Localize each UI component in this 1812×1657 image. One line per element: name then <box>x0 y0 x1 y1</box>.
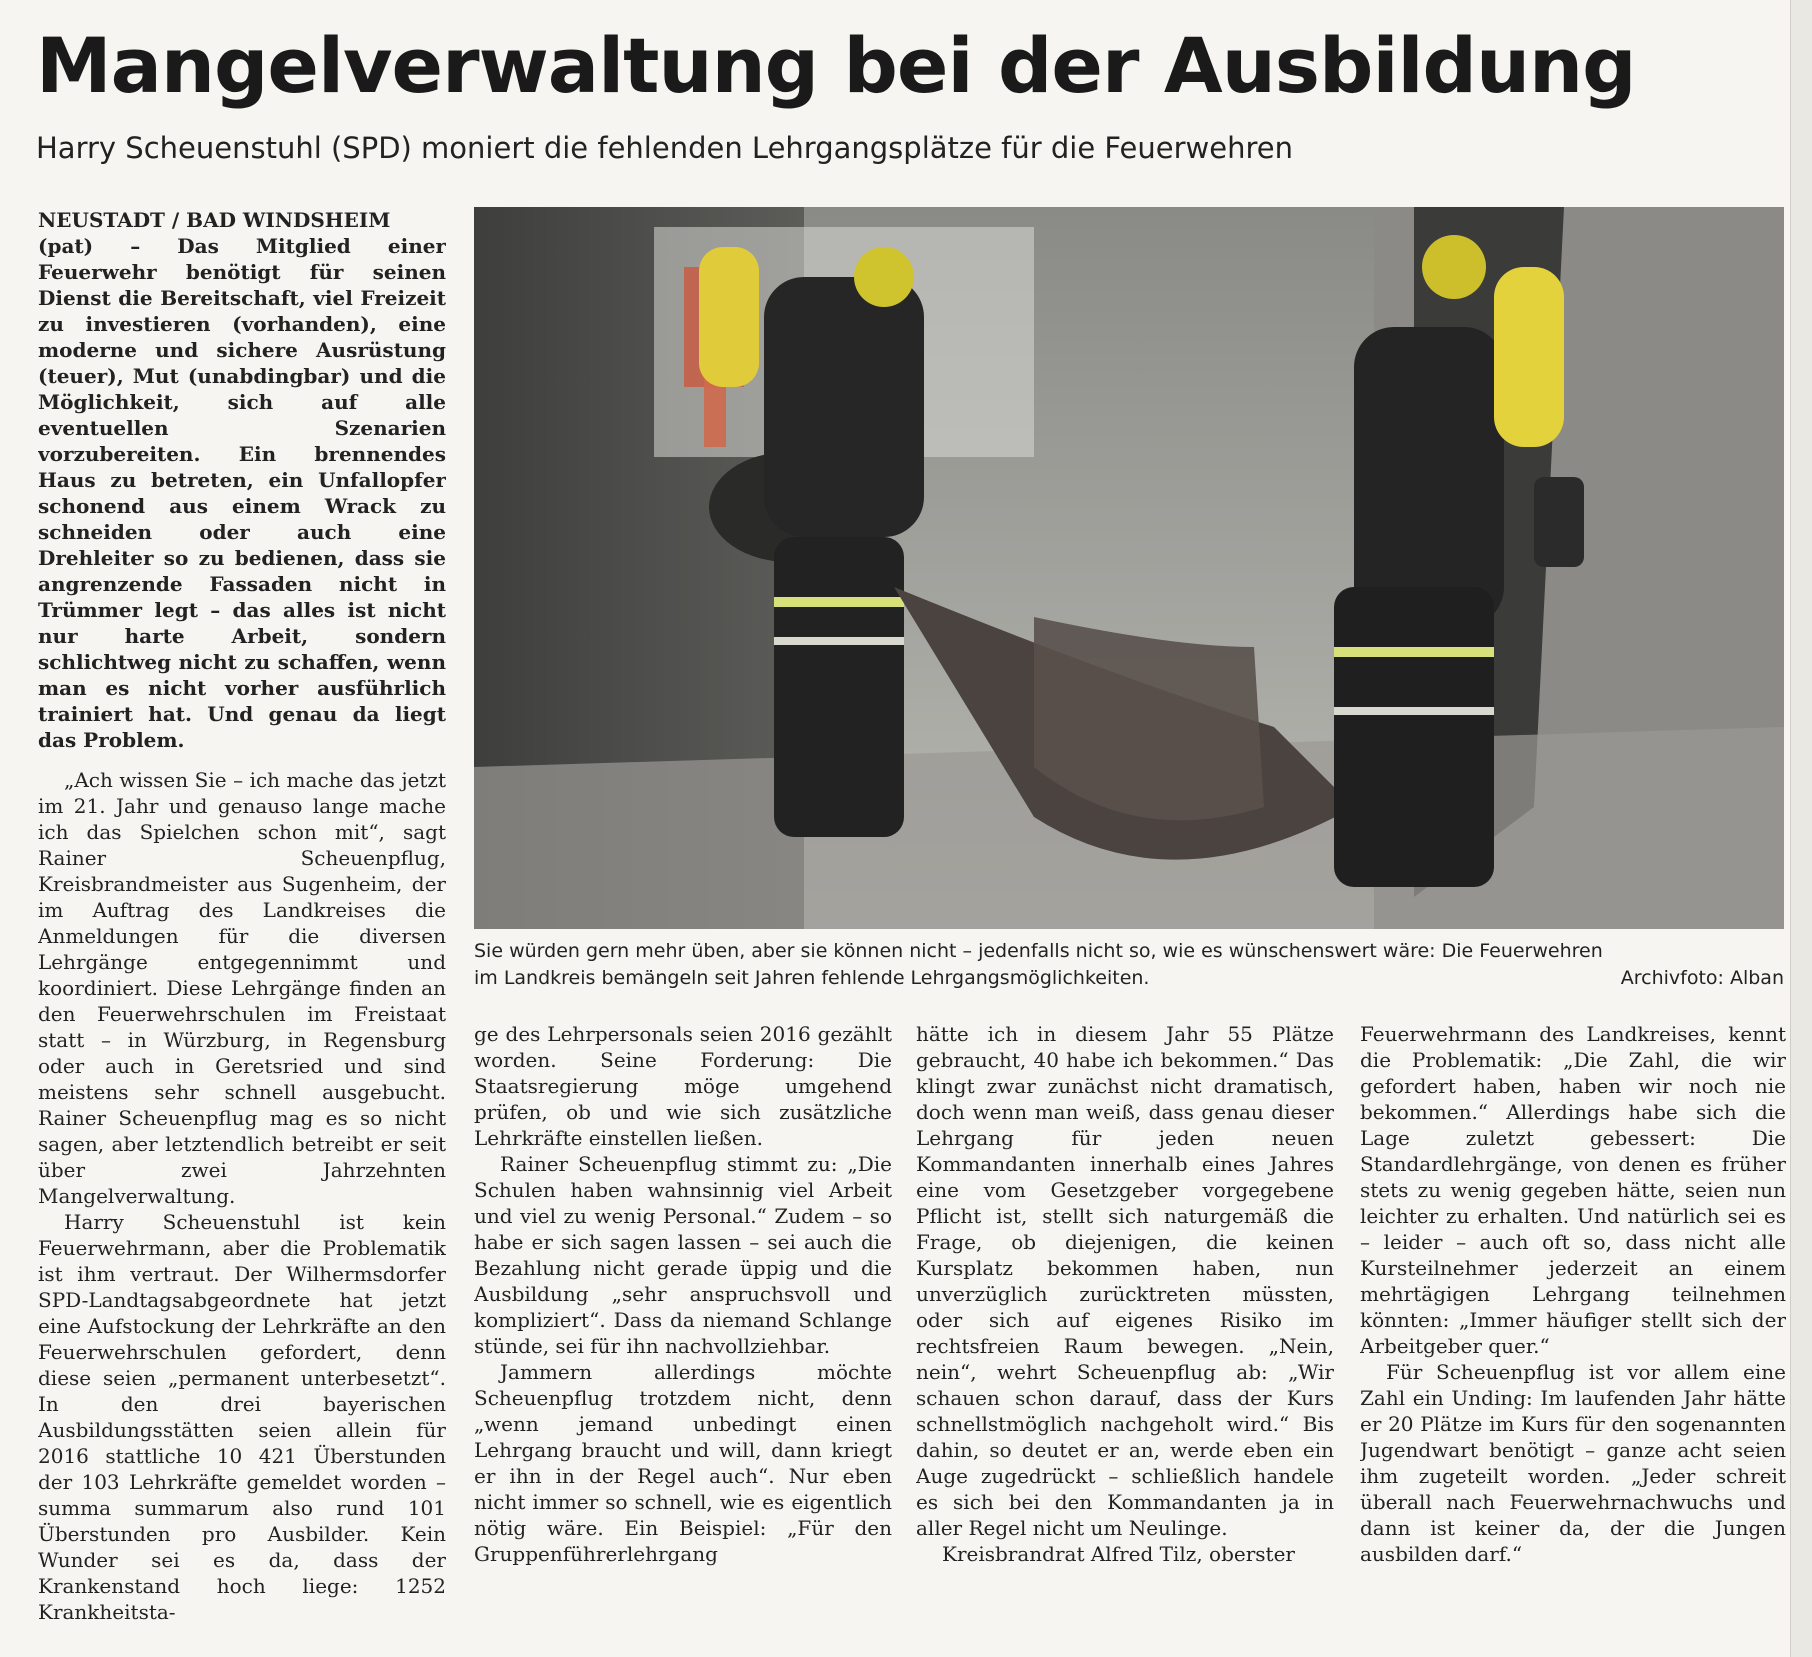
paragraph: Harry Scheuenstuhl ist kein Feuerwehrmann, aber die Problematik ist ihm vertraut. Der Wilhermsdorfer SPD-Landtagsabgeordnete hat jetzt eine Aufstockung der Lehrkräfte an den Feuerwehrschulen gefordert, denn diese seien „permanent unterbesetzt“. In den drei bayerischen Ausbildungsstätten seien allein für 2016 stattliche 10 421 Überstunden der 103 Lehrkräfte gemeldet worden – summa summarum also rund 101 Überstunden pro Ausbilder. Kein Wunder sei es da, dass der Krankenstand hoch liege: 1252 Krankheitsta- <box>38 1210 446 1624</box>
paragraph: „Ach wissen Sie – ich mache das jetzt im 21. Jahr und genauso lange mache ich das Spielchen schon mit“, sagt Rainer Scheuenpflug, Kreisbrandmeister aus Sugenheim, der im Auftrag des Landkreises die Anmeldungen für die diversen Lehrgänge entgegennimmt und koordiniert. Diese Lehrgänge finden an den Feuerwehrschulen im Freistaat statt – in Würzburg, in Regensburg oder auch in Geretsried und sind meistens sehr schnell ausgebucht. Rainer Scheuenpflug mag es so nicht sagen, aber letztendlich betreibt er seit über zwei Jahrzehnten Mangelverwaltung. <box>38 768 446 1208</box>
column-1 <box>38 207 446 1647</box>
dateline: NEUSTADT / BAD WINDSHEIM <box>38 208 391 232</box>
photo-caption <box>474 938 1784 992</box>
subheadline: Harry Scheuenstuhl (SPD) moniert die fehlenden Lehrgangsplätze für die Feuerwehren <box>36 131 1293 165</box>
firefighters-photo <box>474 207 1784 929</box>
article-photo <box>474 207 1784 929</box>
paragraph: ge des Lehrpersonals seien 2016 gezählt worden. Seine Forderung: Die Staatsregierung möge umgehend prüfen, ob und wie sich zusätzliche Lehrkräfte einstellen ließen. <box>474 1022 892 1150</box>
column-4 <box>1360 1021 1786 1647</box>
column-2 <box>474 1021 892 1647</box>
paragraph: hätte ich in diesem Jahr 55 Plätze gebraucht, 40 habe ich bekommen.“ Das klingt zwar zunächst nicht dramatisch, doch wenn man weiß, dass genau dieser Lehrgang für jeden neuen Kommandanten innerhalb eines Jahres eine vom Gesetzgeber vorgegebene Pflicht ist, stellt sich naturgemäß die Frage, ob diejenigen, die keinen Kursplatz bekommen haben, nun unverzüglich zurücktreten müssten, oder sich auf eigenes Risiko im rechtsfreien Raum bewegen. „Nein, nein“, wehrt Scheuenpflug ab: „Wir schauen schon darauf, dass der Kurs schnellstmöglich nachgeholt wird.“ Bis dahin, so deutet er an, werde eben ein Auge zugedrückt – schließlich handele es sich bei den Kommandanten ja in aller Regel nicht um Neulinge. <box>916 1022 1334 1540</box>
headline: Mangelverwaltung bei der Ausbildung <box>36 21 1636 110</box>
caption-line-2: im Landkreis bemängeln seit Jahren fehlende Lehrgangsmöglichkeiten. <box>474 967 1150 989</box>
lead-paragraph <box>38 207 446 753</box>
paragraph: Für Scheuenpflug ist vor allem eine Zahl ein Unding: Im laufenden Jahr hätte er 20 Plätze im Kurs für den sogenannten Jugendwart benötigt – ganze acht seien ihm zugeteilt worden. „Jeder schreit überall nach Feuerwehrnachwuchs und dann ist keiner da, der die Jungen ausbilden darf.“ <box>1360 1360 1786 1566</box>
paragraph: Jammern allerdings möchte Scheuenpflug trotzdem nicht, denn „wenn jemand unbedingt einen Lehrgang braucht und will, dann kriegt er ihn in der Regel auch“. Nur eben nicht immer so schnell, wie es eigentlich nötig wäre. Ein Beispiel: „Für den Gruppenführerlehrgang <box>474 1360 892 1566</box>
paragraph: Rainer Scheuenpflug stimmt zu: „Die Schulen haben wahnsinnig viel Arbeit und viel zu wenig Personal.“ Zudem – so habe er sich sagen lassen – sei auch die Bezahlung nicht gerade üppig und die Ausbildung „sehr anspruchsvoll und kompliziert“. Dass da niemand Schlange stünde, sei für ihn nachvollziehbar. <box>474 1152 892 1358</box>
caption-line-1: Sie würden gern mehr üben, aber sie können nicht – jedenfalls nicht so, wie es wünschenswert wäre: Die Feuerwehren <box>474 940 1603 962</box>
paragraph: Kreisbrandrat Alfred Tilz, oberster <box>942 1542 1295 1566</box>
column-3 <box>916 1021 1334 1647</box>
scan-edge <box>1790 0 1812 1657</box>
lead-text: (pat) – Das Mitglied einer Feuerwehr benötigt für seinen Dienst die Bereitschaft, viel Freizeit zu investieren (vorhanden), eine moderne und sichere Ausrüstung (teuer), Mut (unabdingbar) und die Möglichkeit, sich auf alle eventuellen Szenarien vorzubereiten. Ein brennendes Haus zu betreten, ein Unfallopfer schonend aus einem Wrack zu schneiden oder auch eine Drehleiter so zu bedienen, dass sie angrenzende Fassaden nicht in Trümmer legt – das alles ist nicht nur harte Arbeit, sondern schlichtweg nicht zu schaffen, wenn man es nicht vorher ausführlich trainiert hat. Und genau da liegt das Problem. <box>38 234 446 752</box>
photo-credit: Archivfoto: Alban <box>1620 967 1784 989</box>
paragraph: Feuerwehrmann des Landkreises, kennt die Problematik: „Die Zahl, die wir gefordert haben, haben wir noch nie bekommen.“ Allerdings habe sich die Lage zuletzt gebessert: Die Standardlehrgänge, von denen es früher stets zu wenig gegeben hätte, seien nun leichter zu erhalten. Und natürlich sei es – leider – auch oft so, dass nicht alle Kursteilnehmer jederzeit an einem mehrtägigen Lehrgang teilnehmen könnten: „Immer häufiger stellt sich der Arbeitgeber quer.“ <box>1360 1022 1786 1358</box>
